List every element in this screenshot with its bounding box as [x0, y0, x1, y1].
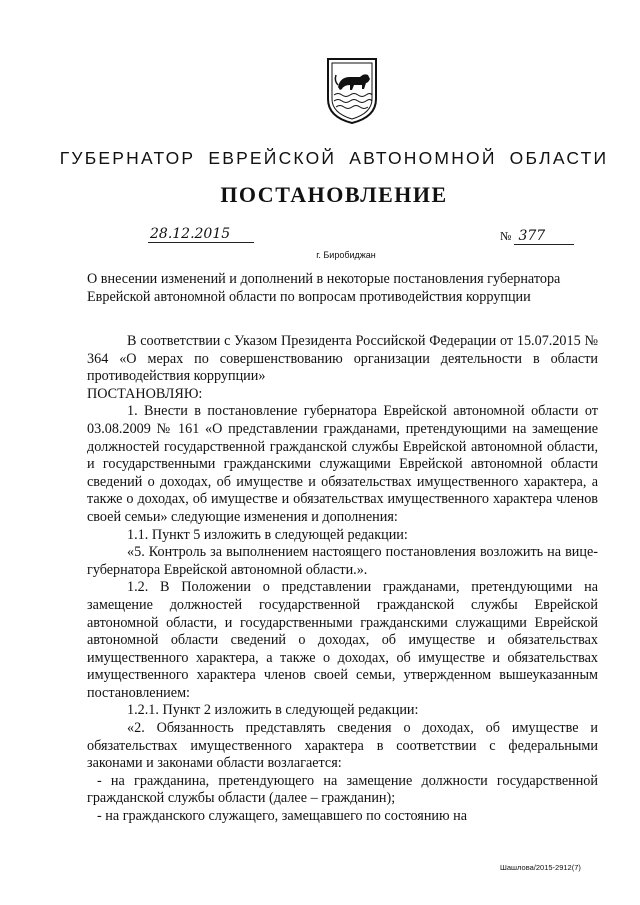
footer-reference: Шашлова/2015-2912(7) — [500, 863, 581, 872]
document-number: 377 — [514, 228, 574, 245]
paragraph: 1. Внести в постановление губернатора Еврейской автономной области от 03.08.2009 № 161 «О представлении гражданами, претендующими на замещение должностей государственной гражданской службы Еврейской автономной области, и государственными гражданскими служащими Еврейской автономной области сведений о доходах, об имуществе и обязательствах имущественного характера, а также о доходах, об имуществе и обязательствах имущественного характера членов своей семьи» следующие изменения и дополнения: — [87, 403, 598, 525]
paragraph-list-item: - на гражданина, претендующего на замещение должности государственной гражданской службы области (далее – гражданин); — [87, 772, 598, 807]
paragraph: 1.1. Пункт 5 изложить в следующей редакции: — [127, 526, 408, 543]
coat-of-arms-icon — [324, 55, 380, 125]
paragraph: 1.2.1. Пункт 2 изложить в следующей редакции: — [127, 702, 419, 719]
number-label: № — [500, 229, 512, 243]
paragraph: «5. Контроль за выполнением настоящего постановления возложить на вице-губернатора Еврейской автономной области.». — [87, 544, 598, 578]
paragraph: «2. Обязанность представлять сведения о доходах, об имуществе и обязательствах имущественного характера в соответствии с федеральными законами и законами области возлагается: — [87, 720, 598, 772]
paragraph: В соответствии с Указом Президента Российской Федерации от 15.07.2015 № 364 «О мерах по совершенствованию организации деятельности в области противодействия коррупции» — [87, 333, 598, 385]
document-number-block — [500, 228, 574, 245]
document-type: ПОСТАНОВЛЕНИЕ — [220, 182, 448, 207]
document-date: 28.12.2015 — [148, 226, 254, 243]
document-body — [87, 333, 598, 826]
document-city: г. Биробиджан — [316, 250, 376, 260]
paragraph-decree: ПОСТАНОВЛЯЮ: — [87, 385, 203, 402]
paragraph: 1.2. В Положении о представлении гражданами, претендующими на замещение должностей государственной гражданской службы Еврейской автономной области, и государственными гражданскими служащими Еврейской автономной области сведений о доходах, об имуществе и обязательствах имущественного характера, а также о доходах, об имуществе и обязательствах имущественного характера членов своей семьи, утвержденном вышеуказанным постановлением: — [87, 579, 598, 701]
issuing-authority: ГУБЕРНАТОР ЕВРЕЙСКОЙ АВТОНОМНОЙ ОБЛАСТИ — [59, 148, 609, 168]
document-subject: О внесении изменений и дополнений в некоторые постановления губернатора Еврейской автономной области по вопросам противодействия коррупции — [87, 271, 561, 305]
paragraph-list-item: - на гражданского служащего, замещавшего по состоянию на — [97, 808, 468, 825]
